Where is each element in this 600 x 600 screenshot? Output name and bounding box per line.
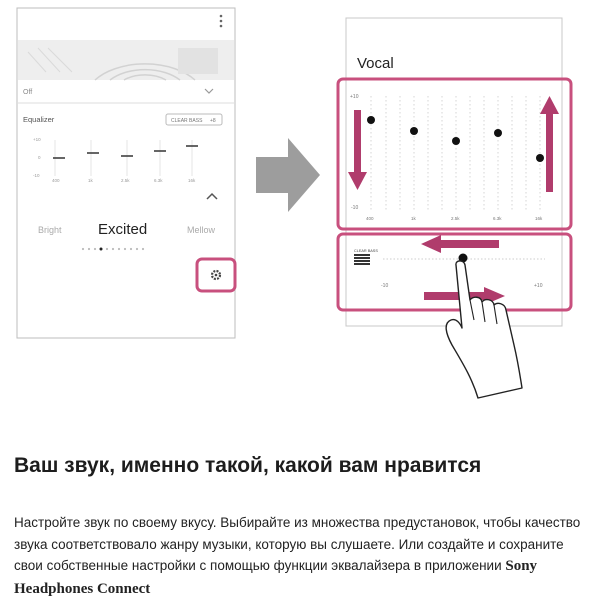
band-label: 2.5k (121, 178, 130, 183)
equalizer-label: Equalizer (23, 115, 55, 124)
clear-bass-value: +8 (210, 118, 216, 124)
eq-slider-knob[interactable] (494, 129, 502, 137)
description-text: Настройте звук по своему вкусу. Выбирайте из множества предустановок, чтобы качество звука соответствовало жанру музыки, которую вы слушаете. Или создайте и сохраните свои собственные настройки с помощью функции эквалайзера в приложении (14, 515, 581, 573)
band-label: 6.3k (154, 178, 163, 183)
detail-panel (338, 18, 571, 398)
eq-scale-mid: 0 (38, 155, 41, 160)
preset-prev[interactable]: Bright (38, 225, 62, 235)
eq-slider-knob[interactable] (367, 116, 375, 124)
eq-slider-knob[interactable] (536, 154, 544, 162)
slider-max: +10 (534, 283, 543, 289)
eq-slider-knob[interactable] (410, 127, 418, 135)
sound-field-graphic (18, 40, 234, 80)
band-label: 1k (411, 216, 416, 221)
phone-screen (17, 8, 235, 338)
preset-next[interactable]: Mellow (187, 225, 216, 235)
band-label: 400 (366, 216, 374, 221)
more-menu-icon[interactable] (220, 15, 223, 28)
eq-scale-top: +10 (350, 94, 359, 100)
band-label: 6.3k (493, 216, 502, 221)
band-label: 1k (88, 178, 93, 183)
slider-min: -10 (381, 283, 389, 289)
band-label: 16k (535, 216, 543, 221)
clear-bass-button[interactable] (166, 114, 222, 125)
eq-scale-top: +10 (33, 137, 41, 142)
app-name: Sony Headphones Connect (14, 558, 538, 597)
eq-scale-bottom: -10 (351, 205, 359, 211)
clear-bass-label: CLEAR BASS (171, 118, 203, 124)
preset-current[interactable]: Excited (98, 221, 148, 238)
band-label: 2.5k (451, 216, 460, 221)
eq-scale-bottom: -10 (33, 173, 40, 178)
arrow-right-icon (256, 138, 320, 212)
band-label: 16k (188, 178, 196, 183)
band-label: 400 (52, 178, 60, 183)
clear-bass-slider-label: CLEAR BASS (354, 249, 378, 253)
section-description (14, 512, 592, 600)
mode-value: Off (23, 89, 33, 96)
section-heading: Ваш звук, именно такой, какой вам нравится (14, 454, 482, 477)
preset-title: Vocal (357, 55, 394, 72)
eq-slider-knob[interactable] (452, 137, 460, 145)
